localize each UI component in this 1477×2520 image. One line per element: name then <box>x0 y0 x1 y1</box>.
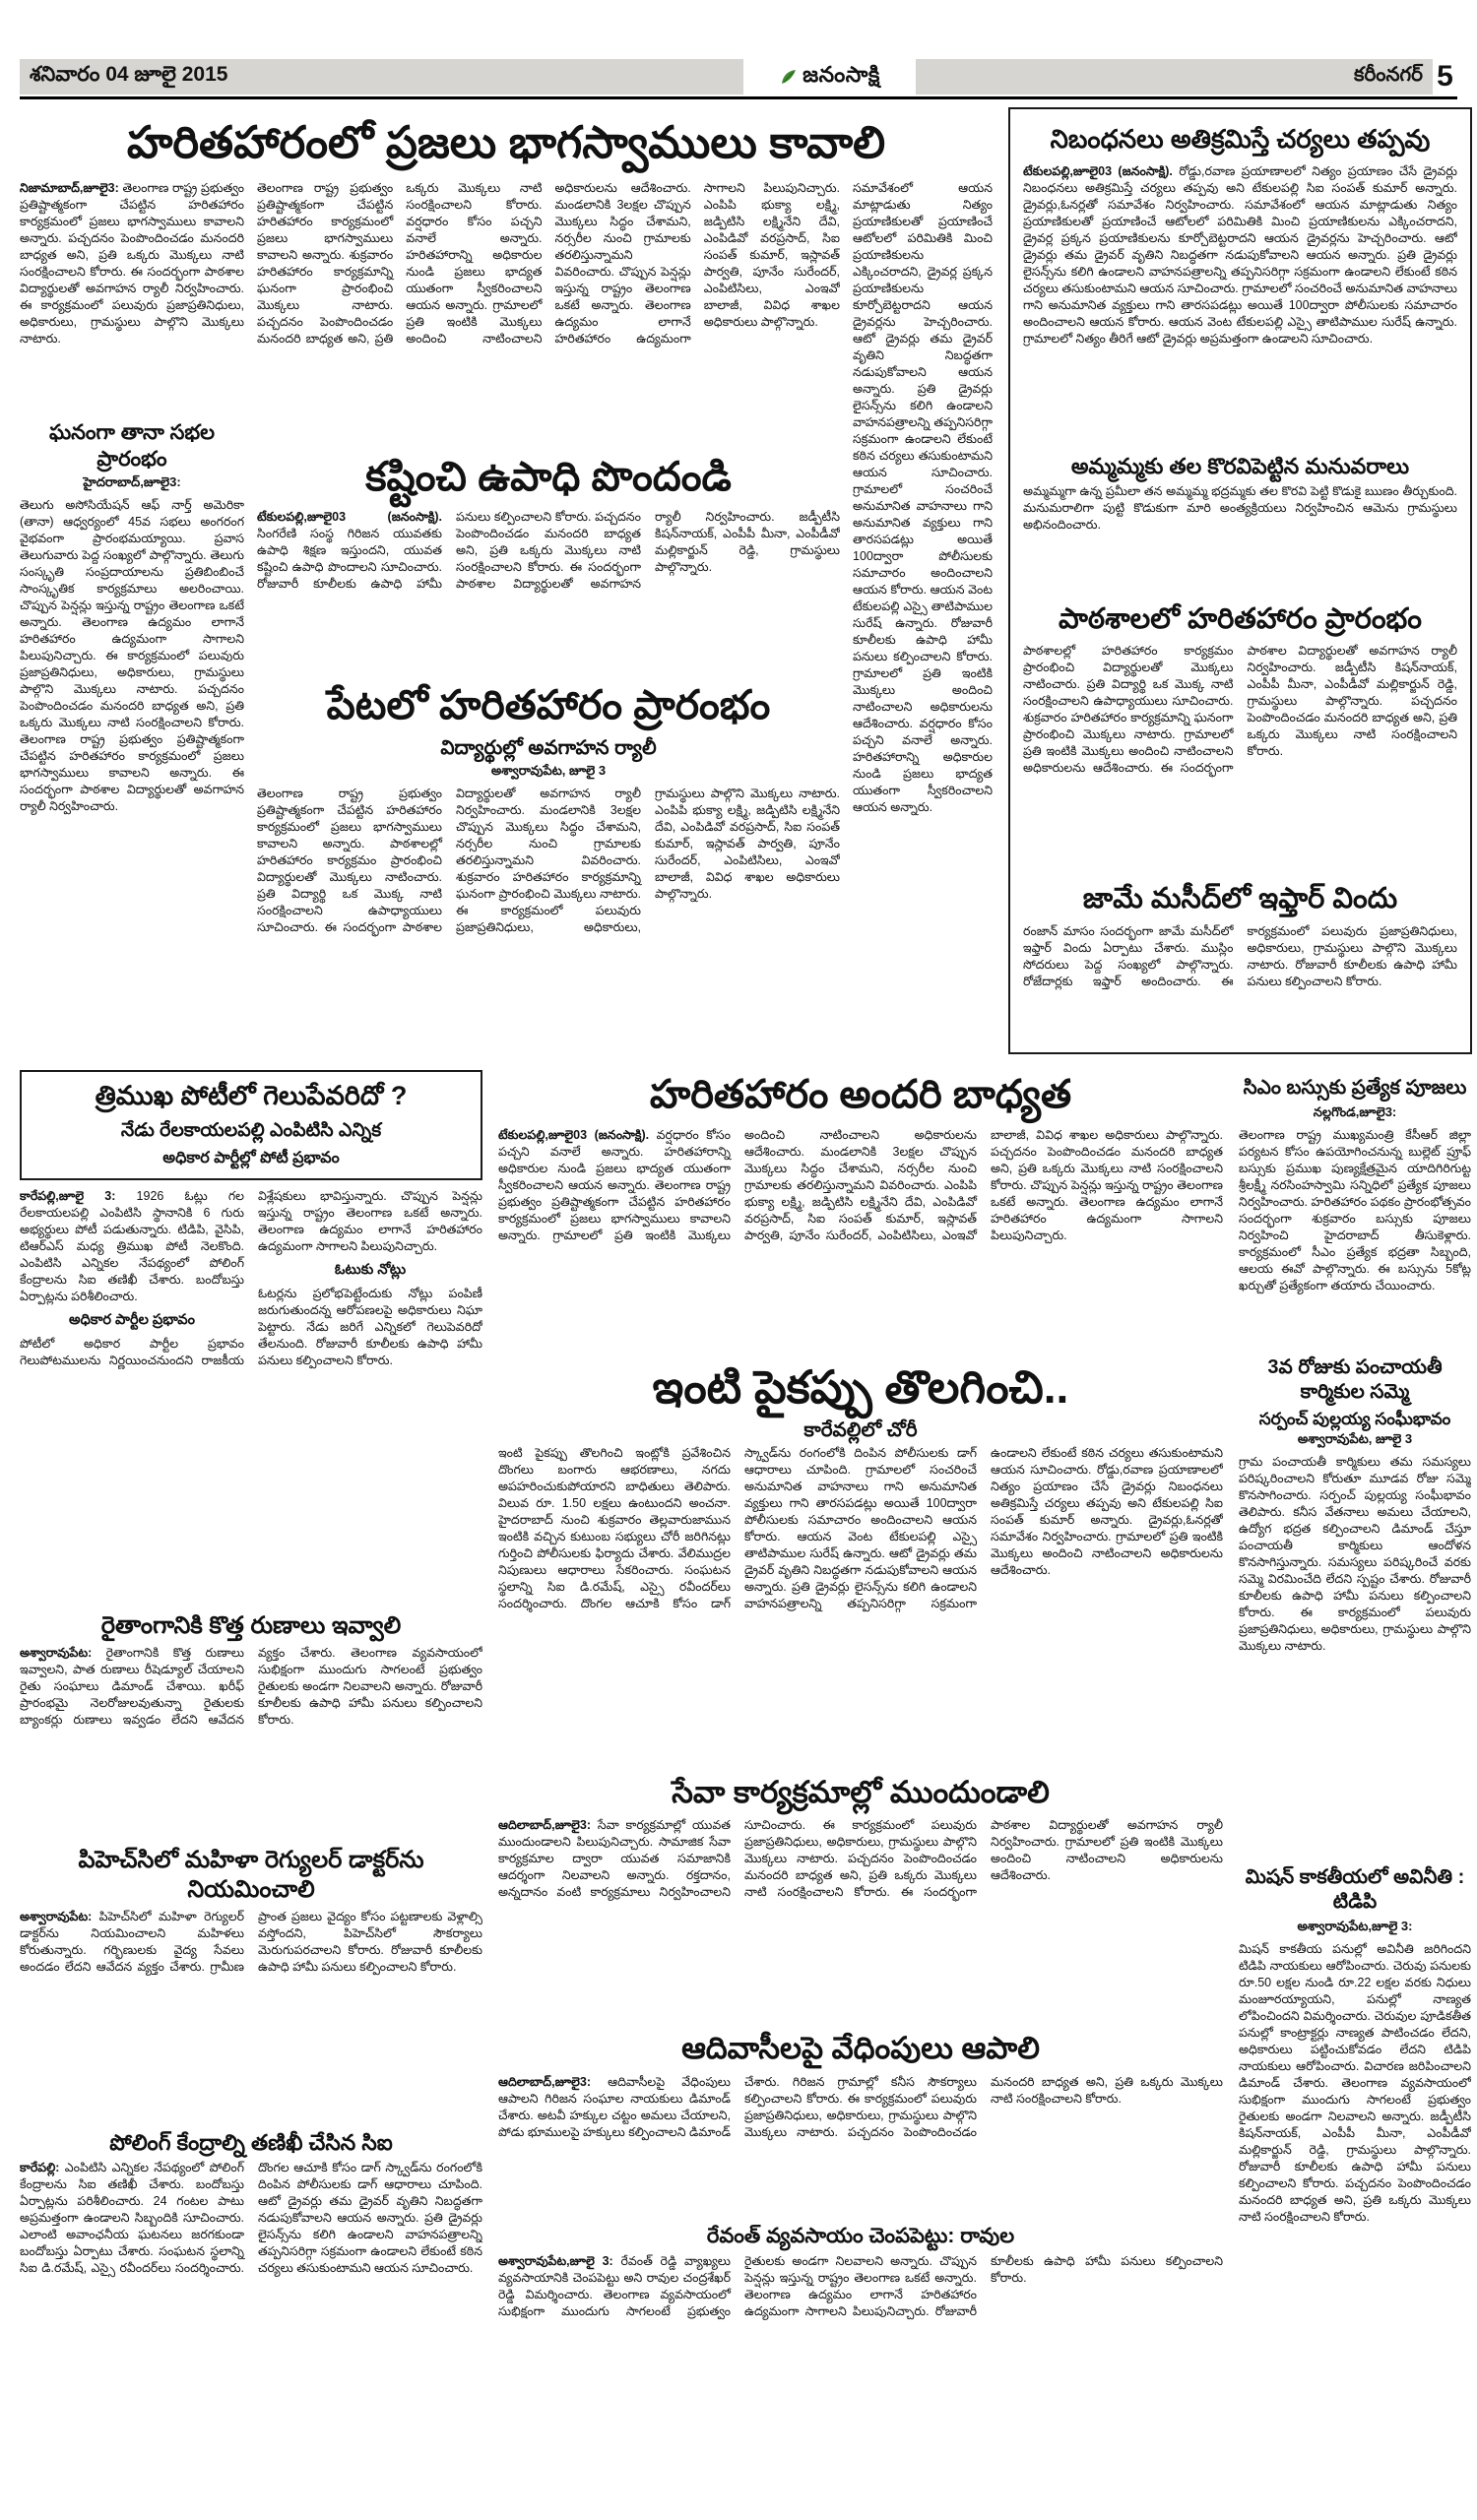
header-bar-left <box>20 59 743 94</box>
lead-story-area <box>20 107 993 1054</box>
lead-body-main: తెలంగాణ రాష్ట్ర ప్రభుత్వం ప్రతిష్టాత్మకంగా చేపట్టిన హరితహారం కార్యక్రమంలో ప్రజలు భాగస్వాములు కావాలని అన్నారు. శుక్రవారం హరితహారం కార్యక్రమాన్ని ఘనంగా ప్రారంభించి మొక్కలు నాటారు. పచ్చదనం పెంపొందించడం మనందరి బాధ్యత అని, ప్రతి ఒక్కరు మొక్కలు నాటి సంరక్షించాలని కోరారు. వర్షధారం కోసం పచ్చని వనాలే అన్నారు. హరితహారాన్ని అధికారుల నుండి ప్రజలు భాద్యత యుతంగా స్వీకరించాలని ఆయన అన్నారు. గ్రామాలలో ప్రతి ఇంటికి మొక్కలు అందించి నాటించాలని అధికారులను ఆదేశించారు. మండలానికి 3లక్షల చొప్పున మొక్కలు సిద్ధం చేశామని, నర్సరీల నుంచి గ్రామాలకు తరలిస్తున్నామని వివరించారు. చొప్పున పెన్షన్లు ఇస్తున్న రాష్ట్రం తెలంగాణ ఒకటే అన్నారు. తెలంగాణ ఉద్యమం లాగానే హరితహారం ఉద్యమంగా సాగాలని పిలుపునిచ్చారు. ఎంపిపి భుక్యా లక్ష్మి, జడ్పిటిసి లక్ష్మినేని దేవి, ఎంపిడివో వరప్రసాద్, సిఐ సంపత్ కుమార్, ఇస్లావత్ పార్వతి, పూనేం సురేందర్, ఎంపిటిసిలు, ఎంఇవో బాలాజీ, వివిధ శాఖల అధికారులు పాల్గొన్నారు. <box>257 181 840 346</box>
strike-dateline: అశ్వారావుపేట, జూలై 3 <box>1297 1431 1413 1447</box>
phc-dateline: అశ్వారావుపేట: <box>20 1909 93 1923</box>
polling-body <box>20 2160 482 2431</box>
kakatiya-dateline: అశ్వారావుపేట,జూలై 3: <box>1297 1919 1413 1934</box>
cmbus-dateline: నల్లగొండ,జూలై3: <box>1313 1104 1397 1119</box>
rules-body <box>1023 163 1457 447</box>
lower-band <box>20 1070 1471 2468</box>
kakatiya-body: మిషన్ కాకతీయ పనుల్లో అవినీతి జరిగిందని టిడిపి నాయకులు ఆరోపించారు. చెరువు పనులకు రూ.50 లక్షల నుండి రూ.22 లక్షల వరకు నిధులు మంజూరయ్యాయని, పనుల్లో నాణ్యత లోపించిందని విమర్శించారు. చెరువుల పూడికతీత పనుల్లో కాంట్రాక్టర్లు నాణ్యత పాటించడం లేదని, అధికారులు పట్టించుకోవడం లేదని టిడిపి నాయకులు ఆరోపించారు. విచారణ జరిపించాలని డిమాండ్ చేశారు. తెలంగాణ వ్యవసాయంలో సుభిక్షంగా ముందుగు సాగలంటే ప్రభుత్వం రైతులకు అండగా నిలవాలని అన్నారు. జడ్పీటీసి కిషన్‌నాయక్, ఎంపీపీ మీనా, ఎంపీడీవో మల్లికార్జున్ రెడ్డి, గ్రామస్థులు పాల్గొన్నారు. రోజువారీ కూలీలకు ఉపాధి హామీ పనులు కల్పించాలని కోరారు. పచ్చదనం పెంపొందించడం మనందరి బాధ్యత అని, ప్రతి ఒక్కరు మొక్కలు నాటి సంరక్షించాలని కోరారు. <box>1239 1942 1471 2225</box>
poll-inline-head2: ఓటుకు నోట్లు <box>334 1261 407 1278</box>
roof-body: ఇంటి పైకప్పు తొలగించి ఇంట్లోకి ప్రవేశించిన దొంగలు బంగారు ఆభరణాలు, నగదు అపహరించుకుపోయారని బాధితులు తెలిపారు. విలువ రూ. 1.50 లక్షలు ఉంటుందని అంచనా. హైదరాబాద్ నుంచి శుక్రవారం తెల్లవారుజామున ఇంటికి వచ్చిన కుటుంబ సభ్యులు చోరీ జరిగినట్లు గుర్తించి పోలీసులకు ఫిర్యాదు చేశారు. వేలిముద్రల నిపుణులు ఆధారాలు సేకరించారు. సంఘటన స్థలాన్ని సిఐ డి.రమేష్, ఎస్సై రవీందర్‌లు సందర్శించారు. దొంగల ఆచూకి కోసం డాగ్ స్క్వాడ్‌ను రంగంలోకి దింపిన పోలీసులకు డాగ్ ఆధారాలు చూపింది. గ్రామాలలో సంచరించే అనుమానిత వాహనాలు గాని అనుమానిత వ్యక్తులు గాని తారసపడట్లు అయితే 100ద్వారా పోలీసులకు సమాచారం అందించాలని ఆయన కోరారు. ఆయన వెంట టేకులపల్లి ఎస్సై తాటిపాముల సురేష్ ఉన్నారు. ఆటో డ్రైవర్లు తమ డ్రైవర్ వృతిని నిబద్ధతగా నడుపుకోవాలని ఆయన అన్నారు. ప్రతి డ్రైవర్లు లైసన్స్‌ను కలిగి ఉండాలని వాహనపత్రాలన్ని తప్పనిసరిగ్గా సక్రమంగా ఉండాలని లేకుంటే కఠిన చర్యలు తసుకుంటామని ఆయన సూచించారు. రోడ్డు,రవాణ ప్రయాణాలలో నిత్యం ప్రయాణం చేసే డ్రైవర్లు నిబంధనలు అతిక్రమిస్తే చర్యలు తప్పవు అని టేకులపల్లి సిఐ సంపత్ కుమార్ అన్నారు. డ్రైవర్లు,ఓనర్లతో సమావేశం నిర్వహించారు. గ్రామాలలో ప్రతి ఇంటికి మొక్కలు అందించి నాటించాలని అధికారులను ఆదేశించారు. <box>498 1445 1223 1610</box>
rythu-body-text: రైతాంగానికి కొత్త రుణాలు ఇవ్వాలని, పాత రుణాలు రీషెడ్యూల్ చేయాలని రైతు సంఘాలు డిమాండ్ చేశాయి. ఖరీఫ్ ప్రారంభమై నెలరోజులవుతున్నా రైతులకు బ్యాంకర్లు రుణాలు ఇవ్వడం లేదని ఆవేదన వ్యక్తం చేశారు. తెలంగాణ వ్యవసాయంలో సుభిక్షంగా ముందుగు సాగలంటే ప్రభుత్వం రైతులకు అండగా నిలవాలని అన్నారు. రోజువారీ కూలీలకు ఉపాధి హామీ పనులు కల్పించాలని కోరారు. <box>20 1645 482 1727</box>
rythu-body <box>20 1645 482 1834</box>
lead-headline: హరితహారంలో ప్రజలు భాగస్వాములు కావాలి <box>126 117 886 167</box>
upadhi-body <box>257 509 840 668</box>
roof-subhead: కారేవల్లిలో చోరీ <box>803 1418 918 1441</box>
iftar-body: రంజాన్ మాసం సందర్భంగా జామే మసీద్‌లో ఇఫ్తార్ విందు ఏర్పాటు చేశారు. ముస్లిం సోదరులు పెద్ద సంఖ్యలో పాల్గొన్నారు. రోజేదార్లకు ఇఫ్తార్ అందించారు. ఈ కార్యక్రమంలో పలువురు ప్రజాప్రతినిధులు, అధికారులు, గ్రామస్థులు పాల్గొని మొక్కలు నాటారు. రోజువారీ కూలీలకు ఉపాధి హామీ పనులు కల్పించాలని కోరారు. <box>1023 923 1457 988</box>
lower-right-column <box>1239 1070 1471 2468</box>
ammamma-headline: అమ్మమ్మకు తల కొరవిపెట్టిన మనువరాలు <box>1070 453 1410 478</box>
strike-headline: 3వ రోజుకు పంచాయతీ కార్మికుల సమ్మె <box>1267 1356 1443 1403</box>
tana-body: తెలుగు అసోసియేషన్ ఆఫ్ నార్త్ అమెరికా (తానా) ఆధ్వర్యంలో 45వ సభలు అంగరంగ వైభవంగా ప్రారంభమయ్యాయి. ప్రవాస తెలుగువారు పెద్ద సంఖ్యలో పాల్గొన్నారు. తెలుగు సంస్కృతి సంప్రదాయాలను ప్రతిబింబించే సాంస్కృతిక కార్యక్రమాలు అలరించాయి. చొప్పున పెన్షన్లు ఇస్తున్న రాష్ట్రం తెలంగాణ ఒకటే అన్నారు. తెలంగాణ ఉద్యమం లాగానే హరితహారం ఉద్యమంగా సాగాలని పిలుపునిచ్చారు. ఈ కార్యక్రమంలో పలువురు ప్రజాప్రతినిధులు, అధికారులు, గ్రామస్థులు పాల్గొని మొక్కలు నాటారు. పచ్చదనం పెంపొందించడం మనందరి బాధ్యత అని, ప్రతి ఒక్కరు మొక్కలు నాటి సంరక్షించాలని కోరారు. తెలంగాణ రాష్ట్ర ప్రభుత్వం ప్రతిష్టాత్మకంగా చేపట్టిన హరితహారం కార్యక్రమంలో ప్రజలు భాగస్వాములు కావాలని అన్నారు. ఈ సందర్భంగా పాఠశాల విద్యార్థులతో అవగాహన ర్యాలీ నిర్వహించారు. <box>20 497 244 813</box>
election-box <box>20 1070 482 1180</box>
adivasi-headline: ఆదివాసీలపై వేధింపులు ఆపాలి <box>681 2031 1040 2066</box>
seva-dateline: ఆదిలాబాద్,జూలై3: <box>498 1818 591 1833</box>
ammamma-body: అమ్మమ్మగా ఉన్న ప్రమీలా తన అమ్మమ్మ భద్రమ్మకు తల కొరవి పెట్టి కొడుకై ఋణం తీర్చుకుంది. మనుమరాలిగా పుట్టి కొడుకుగా మారి అంత్యక్రియలు నిర్వహించిన ఆమెను గ్రామస్థులు అభినందించారు. <box>1023 484 1457 532</box>
poll-body-text3: ఓటర్లను ప్రలోభపెట్టేందుకు నోట్లు పంపిణీ జరుగుతుందన్న ఆరోపణలపై అధికారులు నిఘా పెట్టారు. నేడు జరిగే ఎన్నికలో గెలుపెవరిదో తేలనుంది. రోజువారీ కూలీలకు ఉపాధి హామీ పనులు కల్పించాలని కోరారు. <box>258 1287 482 1368</box>
peta-body: తెలంగాణ రాష్ట్ర ప్రభుత్వం ప్రతిష్టాత్మకంగా చేపట్టిన హరితహారం కార్యక్రమంలో ప్రజలు భాగస్వాములు కావాలని అన్నారు. పాఠశాలల్లో హరితహారం కార్యక్రమం ప్రారంభించి విద్యార్థులతో మొక్కలు నాటించారు. ప్రతి విద్యార్థి ఒక మొక్క నాటి సంరక్షించాలని ఉపాధ్యాయులు సూచించారు. ఈ సందర్భంగా పాఠశాల విద్యార్థులతో అవగాహన ర్యాలీ నిర్వహించారు. మండలానికి 3లక్షల చొప్పున మొక్కలు సిద్ధం చేశామని, నర్సరీల నుంచి గ్రామాలకు తరలిస్తున్నామని వివరించారు. శుక్రవారం హరితహారం కార్యక్రమాన్ని ఘనంగా ప్రారంభించి మొక్కలు నాటారు. ఈ కార్యక్రమంలో పలువురు ప్రజాప్రతినిధులు, అధికారులు, గ్రామస్థులు పాల్గొని మొక్కలు నాటారు. ఎంపిపి భుక్యా లక్ష్మి, జడ్పిటిసి లక్ష్మినేని దేవి, ఎంపిడివో వరప్రసాద్, సిఐ సంపత్ కుమార్, ఇస్లావత్ పార్వతి, పూనేం సురేందర్, ఎంపిటిసిలు, ఎంఇవో బాలాజీ, వివిధ శాఖల అధికారులు పాల్గొన్నారు. <box>257 786 840 934</box>
kakatiya-headline: మిషన్ కాకతీయలో అవినీతి : టిడిపి <box>1245 1866 1465 1914</box>
adivasi-dateline: ఆదిలాబాద్,జూలై3: <box>498 2075 591 2089</box>
iftar-headline: జామే మసీద్‌లో ఇఫ్తార్ విందు <box>1082 883 1398 915</box>
cmbus-headline: సిఎం బస్సుకు ప్రత్యేక పూజలు <box>1243 1077 1467 1099</box>
adivasi-body-text: ఆదివాసీలపై వేధింపులు ఆపాలని గిరిజన సంఘాల నాయకులు డిమాండ్ చేశారు. అటవీ హక్కుల చట్టం అమలు చేయాలని, పోడు భూములపై హక్కులు కల్పించాలని డిమాండ్ చేశారు. గిరిజన గ్రామాల్లో కనీస సౌకర్యాలు కల్పించాలని కోరారు. ఈ కార్యక్రమంలో పలువురు ప్రజాప్రతినిధులు, అధికారులు, గ్రామస్థులు పాల్గొని మొక్కలు నాటారు. పచ్చదనం పెంపొందించడం మనందరి బాధ్యత అని, ప్రతి ఒక్కరు మొక్కలు నాటి సంరక్షించాలని కోరారు. <box>498 2075 1223 2139</box>
rules-body-text: రోడ్డు,రవాణ ప్రయాణాలలో నిత్యం ప్రయాణం చేసే డ్రైవర్లు నిబంధనలు అతిక్రమిస్తే చర్యలు తప్పవు అని టేకులపల్లి సిఐ సంపత్ కుమార్ అన్నారు. డ్రైవర్లు,ఓనర్లతో సమావేశం నిర్వహించారు. సమావేశంలో ఆయన మాట్లాడుతు నిత్యం ప్రయాణికులతో ప్రయాణించే ఆటోలలో పరిమితికి మించి ప్రయాణికులను ఎక్కించరాదని, డ్రైవర్ల ప్రక్కన ప్రయాణికులను కూర్చోబెట్టరాదని ఆయన డ్రైవర్లను హెచ్చరించారు. ఆటో డ్రైవర్లు తమ డ్రైవర్ వృతిని నిబద్ధతగా నడుపుకోవాలని ఆయన అన్నారు. ప్రతి డ్రైవర్లు లైసన్స్‌ను కలిగి ఉండాలని వాహనపత్రాలన్ని తప్పనిసరిగ్గా సక్రమంగా ఉండాలని లేకుంటే కఠిన చర్యలు తసుకుంటామని ఆయన సూచించారు. గ్రామాలలో సంచరించే అనుమానిత వాహనాలు గాని అనుమానిత వ్యక్తులు గాని తారసపడట్లు అయితే 100ద్వారా పోలీసులకు సమాచారం అందించాలని ఆయన కోరారు. ఆయన వెంట టేకులపల్లి ఎస్సై తాటిపాముల సురేష్ ఉన్నారు. గ్రామాలలో నిత్యం తీరిగే ఆటో డ్రైవర్లు అప్రమత్తంగా ఉండాలని సూచించారు. <box>1023 163 1457 346</box>
badhyata-dateline: టేకులపల్లి,జూలై03 (జనంసాక్షి). <box>498 1128 650 1142</box>
rules-headline: నిబంధనలు అతిక్రమిస్తే చర్యలు తప్పవు <box>1050 124 1431 154</box>
phc-body <box>20 1909 482 2117</box>
right-box <box>1008 107 1472 1054</box>
lead-body-left <box>20 180 244 412</box>
masthead <box>743 59 916 94</box>
rythu-dateline: అశ్వారావుపేట: <box>20 1645 93 1660</box>
lead-right-column <box>853 180 993 1046</box>
polling-body-text: ఎంపిటిసి ఎన్నికల నేపథ్యంలో పోలింగ్ కేంద్రాలను సిఐ తణిఖీ చేశారు. బందోబస్తు ఏర్పాట్లను పరిశీలించారు. 24 గంటల పాటు అప్రమత్తంగా ఉండాలని సిబ్బందికి సూచించారు. ఎలాంటి అవాంఛనీయ ఘటనలు జరగకుండా బందోబస్తు ఏర్పాటు చేశారు. సంఘటన స్థలాన్ని సిఐ డి.రమేష్, ఎస్సై రవీందర్‌లు సందర్శించారు. దొంగల ఆచూకి కోసం డాగ్ స్క్వాడ్‌ను రంగంలోకి దింపిన పోలీసులకు డాగ్ ఆధారాలు చూపింది. ఆటో డ్రైవర్లు తమ డ్రైవర్ వృతిని నిబద్ధతగా నడుపుకోవాలని ఆయన అన్నారు. ప్రతి డ్రైవర్లు లైసన్స్‌ను కలిగి ఉండాలని వాహనపత్రాలన్ని తప్పనిసరిగ్గా సక్రమంగా ఉండాలని లేకుంటే కఠిన చర్యలు తసుకుంటామని ఆయన సూచించారు. <box>20 2161 482 2275</box>
upadhi-dateline: టేకులపల్లి,జూలై03 (జనంసాక్షి). <box>257 509 442 524</box>
edition-label: కరీంనగర్ <box>1354 63 1423 86</box>
seva-body <box>498 1817 1223 2018</box>
rythu-headline: రైతాంగానికి కొత్త రుణాలు ఇవ్వాలి <box>100 1611 402 1639</box>
masthead-title: జనంసాక్షి <box>803 61 880 87</box>
phc-headline: పిహెచ్‌సిలో మహిళా రెగ్యులర్ డాక్టర్‌ను నియమించాలి <box>78 1846 424 1903</box>
badhyata-body <box>498 1127 1223 1346</box>
header-rule <box>20 96 1457 99</box>
poll-body-text1: 1926 ఓట్లు గల రేలకాయలపల్లి ఎంపిటిసి స్థానానికి 6 గురు అభ్యర్థులు పోటీ పడుతున్నారు. టిడిపి, వైసిపి, టిఆర్ఎస్ మధ్య త్రిముఖ పోటీ నెలకొంది. ఎంపిటిసి ఎన్నికల నేపథ్యంలో పోలింగ్ కేంద్రాలను సిఐ తణిఖీ చేశారు. బందోబస్తు ఏర్పాట్లను పరిశీలించారు. <box>20 1188 244 1303</box>
lower-left-column <box>20 1070 482 2468</box>
lead-body-right: సమావేశంలో ఆయన మాట్లాడుతు నిత్యం ప్రయాణికులతో ప్రయాణించే ఆటోలలో పరిమితికి మించి ప్రయాణికులను ఎక్కించరాదని, డ్రైవర్ల ప్రక్కన ప్రయాణికులను కూర్చోబెట్టరాదని ఆయన డ్రైవర్లను హెచ్చరించారు. ఆటో డ్రైవర్లు తమ డ్రైవర్ వృతిని నిబద్ధతగా నడుపుకోవాలని ఆయన అన్నారు. ప్రతి డ్రైవర్లు లైసన్స్‌ను కలిగి ఉండాలని వాహనపత్రాలన్ని తప్పనిసరిగ్గా సక్రమంగా ఉండాలని లేకుంటే కఠిన చర్యలు తసుకుంటామని ఆయన సూచించారు. గ్రామాలలో సంచరించే అనుమానిత వాహనాలు గాని అనుమానిత వ్యక్తులు గాని తారసపడట్లు అయితే 100ద్వారా పోలీసులకు సమాచారం అందించాలని ఆయన కోరారు. ఆయన వెంట టేకులపల్లి ఎస్సై తాటిపాముల సురేష్ ఉన్నారు. రోజువారీ కూలీలకు ఉపాధి హామీ పనులు కల్పించాలని కోరారు. గ్రామాలలో ప్రతి ఇంటికి మొక్కలు అందించి నాటించాలని అధికారులను ఆదేశించారు. వర్షధారం కోసం పచ్చని వనాలే అన్నారు. హరితహారాన్ని అధికారుల నుండి ప్రజలు భాద్యత యుతంగా స్వీకరించాలని ఆయన అన్నారు. <box>853 181 993 815</box>
upadhi-body-text: సింగరేణి సంస్థ గిరిజన యువతకు ఉపాధి శిక్షణ ఇస్తుందని, యువత కష్టించి ఉపాధి పొందాలని సూచించారు. రోజువారీ కూలీలకు ఉపాధి హామీ పనులు కల్పించాలని కోరారు. పచ్చదనం పెంపొందించడం మనందరి బాధ్యత అని, ప్రతి ఒక్కరు మొక్కలు నాటి సంరక్షించాలని కోరారు. ఈ సందర్భంగా పాఠశాల విద్యార్థులతో అవగాహన ర్యాలీ నిర్వహించారు. జడ్పీటీసి కిషన్‌నాయక్, ఎంపీపీ మీనా, ఎంపీడీవో మల్లికార్జున్ రెడ్డి, గ్రామస్థులు పాల్గొన్నారు. <box>257 509 840 591</box>
revanth-body-text: రేవంత్ రెడ్డి వ్యాఖ్యలు వ్యవసాయానికి చెంపపెట్టు అని రావుల చంద్రశేఖర్ రెడ్డి విమర్శించారు. తెలంగాణ వ్యవసాయంలో సుభిక్షంగా ముందుగు సాగలంటే ప్రభుత్వం రైతులకు అండగా నిలవాలని అన్నారు. చొప్పున పెన్షన్లు ఇస్తున్న రాష్ట్రం తెలంగాణ ఒకటే అన్నారు. తెలంగాణ ఉద్యమం లాగానే హరితహారం ఉద్యమంగా సాగాలని పిలుపునిచ్చారు. రోజువారీ కూలీలకు ఉపాధి హామీ పనులు కల్పించాలని కోరారు. <box>498 2254 1223 2319</box>
badhyata-headline: హరితహారం అందరి బాధ్యత <box>649 1073 1072 1116</box>
masthead-leaf-icon <box>779 67 799 87</box>
poll-body-text2: పోటీలో అధికార పార్టీల ప్రభావం గెలుపోటములను నిర్ణయించనుందని రాజకీయ విశ్లేషకులు భావిస్తున్నారు. చొప్పున పెన్షన్లు ఇస్తున్న రాష్ట్రం తెలంగాణ ఒకటే అన్నారు. తెలంగాణ ఉద్యమం లాగానే హరితహారం ఉద్యమంగా సాగాలని పిలుపునిచ్చారు. <box>20 1188 482 1368</box>
newspaper-page <box>0 59 1477 2468</box>
school-body: పాఠశాలల్లో హరితహారం కార్యక్రమం ప్రారంభించి విద్యార్థులతో మొక్కలు నాటించారు. ప్రతి విద్యార్థి ఒక మొక్క నాటి సంరక్షించాలని ఉపాధ్యాయులు సూచించారు. శుక్రవారం హరితహారం కార్యక్రమాన్ని ఘనంగా ప్రారంభించి మొక్కలు నాటారు. గ్రామాలలో ప్రతి ఇంటికి మొక్కలు అందించి నాటించాలని అధికారులను ఆదేశించారు. ఈ సందర్భంగా పాఠశాల విద్యార్థులతో అవగాహన ర్యాలీ నిర్వహించారు. జడ్పీటీసి కిషన్‌నాయక్, ఎంపీపీ మీనా, ఎంపీడీవో మల్లికార్జున్ రెడ్డి, గ్రామస్థులు పాల్గొన్నారు. పచ్చదనం పెంపొందించడం మనందరి బాధ్యత అని, ప్రతి ఒక్కరు మొక్కలు నాటి సంరక్షించాలని కోరారు. <box>1023 644 1457 776</box>
peta-subhead: విద్యార్థుల్లో అవగాహన ర్యాలీ <box>440 736 657 759</box>
upadhi-headline: కష్టించి ఉపాధి పొందండి <box>365 454 732 500</box>
strike-subhead: సర్పంచ్ పుల్లయ్య సంఘీభావం <box>1258 1410 1451 1428</box>
page-header <box>20 59 1457 94</box>
lead-middle-area <box>257 180 840 1046</box>
peta-dateline: అశ్వారావుపేట, జూలై 3 <box>490 762 607 778</box>
badhyata-body-text: వర్షధారం కోసం పచ్చని వనాలే అన్నారు. హరితహారాన్ని అధికారుల నుండి ప్రజలు భాద్యత యుతంగా స్వీకరించాలని ఆయన అన్నారు. తెలంగాణ రాష్ట్ర ప్రభుత్వం ప్రతిష్టాత్మకంగా చేపట్టిన హరితహారం కార్యక్రమంలో ప్రజలు భాగస్వాములు కావాలని అన్నారు. గ్రామాలలో ప్రతి ఇంటికి మొక్కలు అందించి నాటించాలని అధికారులను ఆదేశించారు. మండలానికి 3లక్షల చొప్పున మొక్కలు సిద్ధం చేశామని, నర్సరీల నుంచి గ్రామాలకు తరలిస్తున్నామని వివరించారు. ఎంపిపి భుక్యా లక్ష్మి, జడ్పిటిసి లక్ష్మినేని దేవి, ఎంపిడివో వరప్రసాద్, సిఐ సంపత్ కుమార్, ఇస్లావత్ పార్వతి, పూనేం సురేందర్, ఎంపిటిసిలు, ఎంఇవో బాలాజీ, వివిధ శాఖల అధికారులు పాల్గొన్నారు. పచ్చదనం పెంపొందించడం మనందరి బాధ్యత అని, ప్రతి ఒక్కరు మొక్కలు నాటి సంరక్షించాలని కోరారు. చొప్పున పెన్షన్లు ఇస్తున్న రాష్ట్రం తెలంగాణ ఒకటే అన్నారు. తెలంగాణ ఉద్యమం లాగానే హరితహారం ఉద్యమంగా సాగాలని పిలుపునిచ్చారు. <box>498 1128 1223 1242</box>
header-bar-right <box>916 59 1433 94</box>
seva-headline: సేవా కార్యక్రమాల్లో ముందుండాలి <box>672 1774 1050 1809</box>
tana-dateline: హైదరాబాద్,జూలై3: <box>83 473 181 489</box>
rules-dateline: టేకులపల్లి,జూలై03 (జనంసాక్షి). <box>1023 163 1173 178</box>
phc-body-text: పిహెచ్‌సిలో మహిళా రెగ్యులర్ డాక్టర్‌ను నియమించాలని మహిళలు కోరుతున్నారు. గర్భిణులకు వైద్య సేవలు అందడం లేదని ఆవేదన వ్యక్తం చేశారు. గ్రామీణ ప్రాంత ప్రజలు వైద్యం కోసం పట్టణాలకు వెళ్లాల్సి వస్తోందని, పిహెచ్‌సిలో సౌకర్యాలు మెరుగుపరచాలని కోరారు. రోజువారీ కూలీలకు ఉపాధి హామీ పనులు కల్పించాలని కోరారు. <box>20 1909 482 1974</box>
lower-middle-column <box>498 1070 1223 2468</box>
strike-body: గ్రామ పంచాయతీ కార్మికులు తమ సమస్యలు పరిష్కరించాలని కోరుతూ మూడవ రోజు సమ్మె కొనసాగించారు. సర్పంచ్ పుల్లయ్య సంఘీభావం తెలిపారు. కనీస వేతనాలు అమలు చేయాలని, ఉద్యోగ భద్రత కల్పించాలని డిమాండ్ చేస్తూ పంచాయతీ కార్మికులు ఆందోళన కొనసాగిస్తున్నారు. సమస్యలు పరిష్కరించే వరకు సమ్మె విరమించేది లేదని స్పష్టం చేశారు. రోజువారీ కూలీలకు ఉపాధి హామీ పనులు కల్పించాలని కోరారు. ఈ కార్యక్రమంలో పలువురు ప్రజాప్రతినిధులు, అధికారులు, గ్రామస్థులు పాల్గొని మొక్కలు నాటారు. <box>1239 1455 1471 1654</box>
page-number: 5 <box>1437 60 1453 93</box>
poll-subhead2: అధికార పార్టీల్లో పోటీ ప్రభావం <box>162 1149 340 1166</box>
seva-body-text: సేవా కార్యక్రమాల్లో యువత ముందుండాలని పిలుపునిచ్చారు. సామాజిక సేవా కార్యక్రమాల ద్వారా యువత సమాజానికి ఆదర్శంగా నిలవాలని అన్నారు. రక్తదానం, అన్నదానం వంటి కార్యక్రమాలు నిర్వహించాలని సూచించారు. ఈ కార్యక్రమంలో పలువురు ప్రజాప్రతినిధులు, అధికారులు, గ్రామస్థులు పాల్గొని మొక్కలు నాటారు. పచ్చదనం పెంపొందించడం మనందరి బాధ్యత అని, ప్రతి ఒక్కరు మొక్కలు నాటి సంరక్షించాలని కోరారు. ఈ సందర్భంగా పాఠశాల విద్యార్థులతో అవగాహన ర్యాలీ నిర్వహించారు. గ్రామాలలో ప్రతి ఇంటికి మొక్కలు అందించి నాటించాలని అధికారులను ఆదేశించారు. <box>498 1818 1223 1900</box>
revanth-headline: రేవంత్ వ్యవసాయం చెంపపెట్టు: రావుల <box>706 2225 1015 2247</box>
page-date: శనివారం 04 జూలై 2015 <box>30 62 228 86</box>
lead-dateline: నిజామాబాద్,జూలై3: <box>20 181 119 196</box>
top-band <box>20 107 1457 1054</box>
lead-left-column <box>20 180 244 1046</box>
revanth-body <box>498 2253 1223 2399</box>
cmbus-body: తెలంగాణ రాష్ట్ర ముఖ్యమంత్రి కేసీఆర్ జిల్లా పర్యటన కోసం ఉపయోగించనున్న బుల్లెట్ ప్రూఫ్ బస్సుకు ప్రముఖ పుణ్యక్షేత్రమైన యాదిగిరిగుట్ట శ్రీలక్ష్మీ నరసింహస్వామి సన్నిధిలో ప్రత్యేక పూజలు నిర్వహించారు. హరితహారం పథకం ప్రారంభోత్సవం సందర్భంగా శుక్రవారం బస్సుకు పూజలు నిర్వహించి హైదరాబాద్ తీసుకెళ్లారు. కార్యక్రమంలో సీఎం ప్రత్యేక భద్రతా సిబ్బంది, ఆలయ ఈవో పాల్గొన్నారు. ఈ బస్సును 5కోట్ల ఖర్చుతో ప్రత్యేకంగా తయారు చేయించారు. <box>1239 1128 1471 1292</box>
poll-subhead1: నేడు రేలకాయలపల్లి ఎంపిటిసి ఎన్నిక <box>120 1119 382 1141</box>
school-headline: పాఠశాలలో హరితహారం ప్రారంభం <box>1058 603 1423 635</box>
revanth-dateline: అశ్వారావుపేట,జూలై 3: <box>498 2254 613 2269</box>
tana-headline: ఘనంగా తానా సభల ప్రారంభం <box>48 421 216 471</box>
polling-dateline: కారేపల్లి: <box>20 2161 60 2174</box>
poll-headline: త్రిముఖ పోటీలో గెలుపేవరిదో ? <box>95 1081 408 1110</box>
peta-headline: పేటలో హరితహారం ప్రారంభం <box>326 681 771 727</box>
roof-headline: ఇంటి పైకప్పు తొలగించి.. <box>652 1361 1069 1413</box>
lead-body-text: తెలంగాణ రాష్ట్ర ప్రభుత్వం ప్రతిష్టాత్మకంగా చేపట్టిన హరితహారం కార్యక్రమంలో ప్రజలు భాగస్వాములు కావాలని అన్నారు. పచ్చదనం పెంపొందించడం మనందరి బాధ్యత అని, ప్రతి ఒక్కరు మొక్కలు నాటి సంరక్షించాలని కోరారు. ఈ సందర్భంగా పాఠశాల విద్యార్థులతో అవగాహన ర్యాలీ నిర్వహించారు. ఈ కార్యక్రమంలో పలువురు ప్రజాప్రతినిధులు, అధికారులు, గ్రామస్థులు పాల్గొని మొక్కలు నాటారు. <box>20 181 244 346</box>
poll-dateline: కారేపల్లి,జూలై 3: <box>20 1188 116 1203</box>
adivasi-body <box>498 2074 1223 2214</box>
polling-headline: పోలింగ్ కేంద్రాల్ని తణిఖీ చేసిన సిఐ <box>109 2129 393 2155</box>
poll-body <box>20 1188 482 1600</box>
poll-inline-head1: అధికార పార్టీల ప్రభావం <box>69 1311 195 1328</box>
